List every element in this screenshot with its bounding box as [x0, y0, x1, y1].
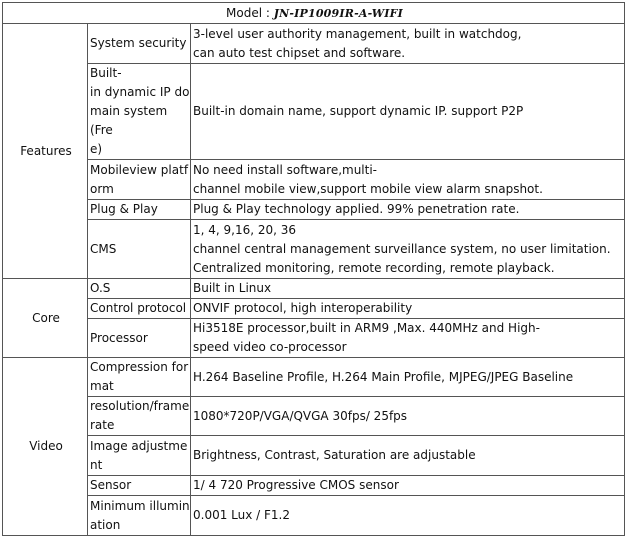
- spec-value: H.264 Baseline Profile, H.264 Main Profile, MJPEG/JPEG Baseline: [191, 358, 625, 397]
- spec-row: [3, 496, 625, 536]
- category-video: Video: [3, 358, 88, 536]
- spec-row: [3, 436, 625, 476]
- model-label: Model :: [226, 5, 274, 20]
- model-number: JN-IP1009IR-A-WIFI: [273, 6, 403, 20]
- spec-row: [3, 160, 625, 200]
- spec-label: Sensor: [88, 476, 191, 496]
- spec-row: [3, 64, 625, 160]
- category-features: Features: [3, 24, 88, 279]
- spec-row: [3, 319, 625, 358]
- title-cell: [3, 3, 625, 24]
- title-row: [3, 3, 625, 24]
- spec-value: ONVIF protocol, high interoperability: [191, 299, 625, 319]
- spec-label: Minimum illumin ation: [88, 496, 191, 536]
- spec-label: System security: [88, 24, 191, 64]
- spec-value: 1/ 4 720 Progressive CMOS sensor: [191, 476, 625, 496]
- spec-label: Mobileview platf orm: [88, 160, 191, 200]
- spec-value: 3-level user authority management, built in watchdog, can auto test chipset and software.: [191, 24, 625, 64]
- spec-label: Compression for mat: [88, 358, 191, 397]
- spec-value: Brightness, Contrast, Saturation are adjustable: [191, 436, 625, 476]
- spec-row: [3, 279, 625, 299]
- spec-value: Built in Linux: [191, 279, 625, 299]
- spec-value: 1080*720P/VGA/QVGA 30fps/ 25fps: [191, 397, 625, 436]
- spec-label: resolution/frame rate: [88, 397, 191, 436]
- spec-row: [3, 358, 625, 397]
- spec-row: [3, 24, 625, 64]
- spec-label: Plug & Play: [88, 200, 191, 220]
- spec-value: Hi3518E processor,built in ARM9 ,Max. 440MHz and High- speed video co-processor: [191, 319, 625, 358]
- spec-row: [3, 220, 625, 279]
- spec-label: CMS: [88, 220, 191, 279]
- category-core: Core: [3, 279, 88, 358]
- spec-value: 1, 4, 9,16, 20, 36 channel central management surveillance system, no user limitation. Centralized monitoring, remote recording, remote playback.: [191, 220, 625, 279]
- spec-table: [2, 2, 625, 536]
- spec-row: [3, 476, 625, 496]
- spec-row: [3, 299, 625, 319]
- spec-label: Control protocol: [88, 299, 191, 319]
- spec-value: No need install software,multi- channel mobile view,support mobile view alarm snapshot.: [191, 160, 625, 200]
- spec-label: Processor: [88, 319, 191, 358]
- spec-value: 0.001 Lux / F1.2: [191, 496, 625, 536]
- spec-row: [3, 200, 625, 220]
- spec-label: Image adjustme nt: [88, 436, 191, 476]
- spec-label: O.S: [88, 279, 191, 299]
- spec-label: Built- in dynamic IP do main system (Fre e): [88, 64, 191, 160]
- spec-row: [3, 397, 625, 436]
- spec-value: Built-in domain name, support dynamic IP. support P2P: [191, 64, 625, 160]
- spec-value: Plug & Play technology applied. 99% penetration rate.: [191, 200, 625, 220]
